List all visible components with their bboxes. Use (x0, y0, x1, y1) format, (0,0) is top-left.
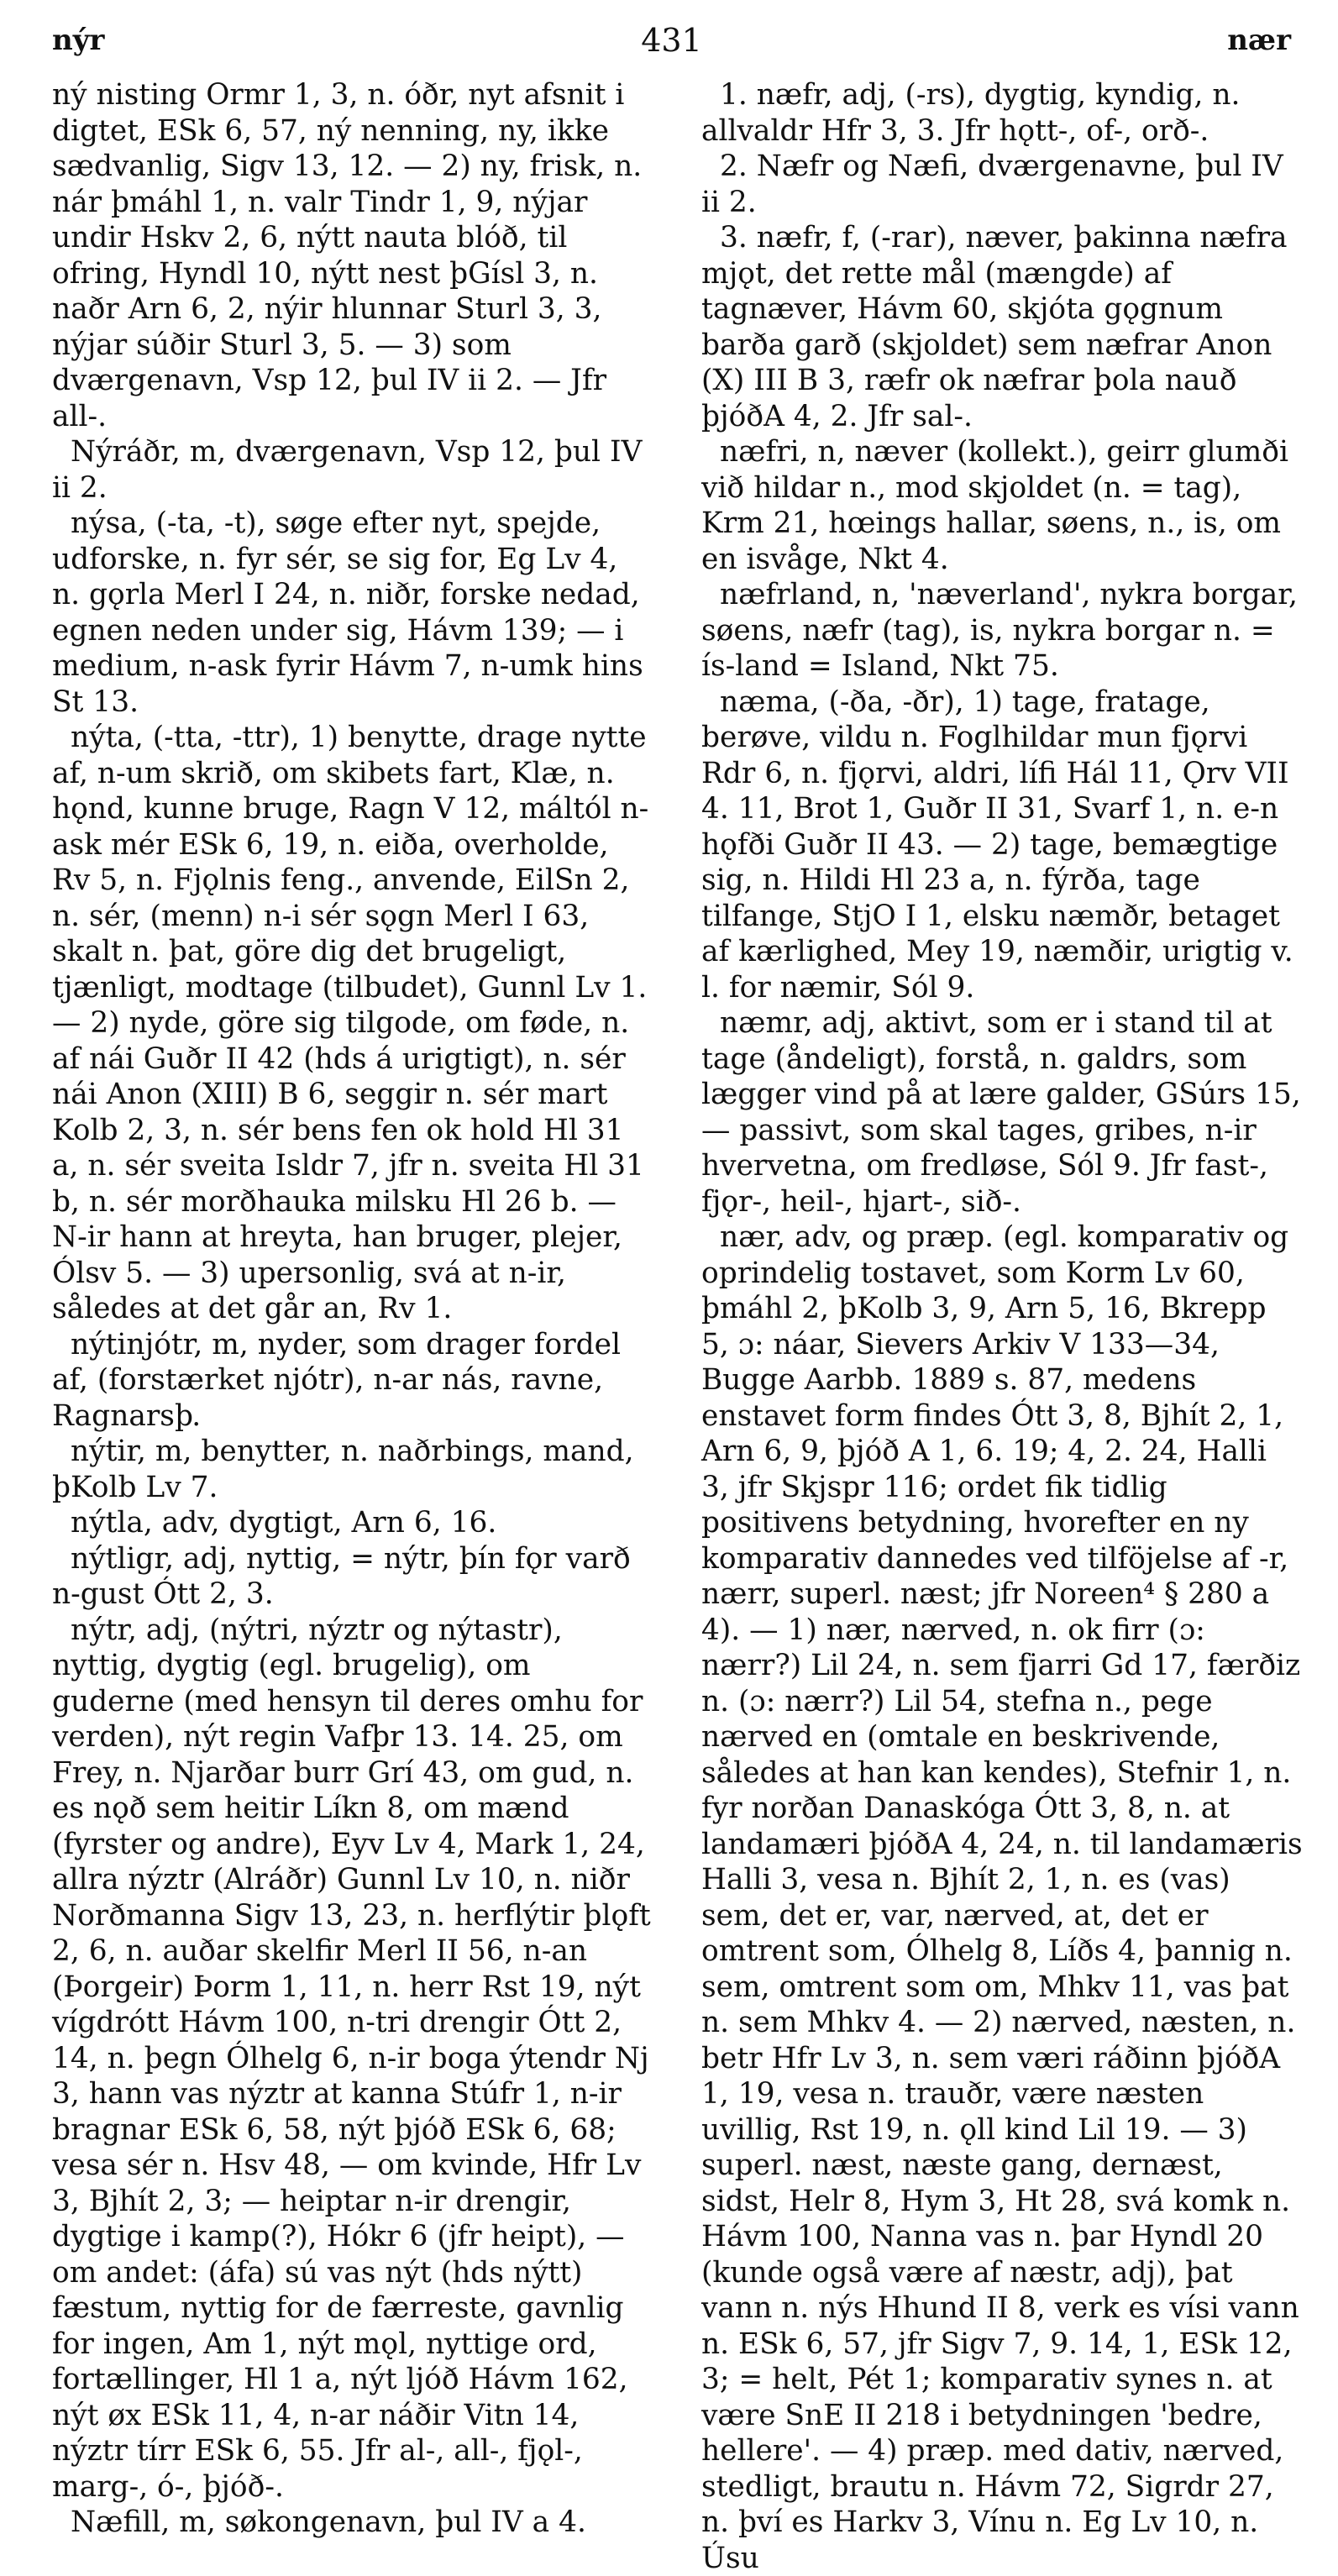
entry: 1. næfr, adj, (-rs), dygtig, kyndig, n. allvaldr Hfr 3, 3. Jfr hǫtt-, of-, orð-. (701, 78, 1241, 148)
right-column (701, 77, 1303, 2575)
entry: næfrland, n, 'næverland', nykra borgar, søens, næfr (tag), is, nykra borgar n. = ís-land = Island, Nkt 75. (701, 578, 1298, 683)
entry: ný nisting Ormr 1, 3, n. óðr, nyt afsnit i digtet, ESk 6, 57, ný nenning, ny, ikke sædvanlig, Sigv 13, 12. — 2) ny, frisk, n. nár þmáhl 1, n. valr Tindr 1, 9, nýjar undir Hskv 2, 6, nýtt nauta blóð, til ofring, Hyndl 10, nýtt nest þGísl 3, n. naðr Arn 6, 2, nýir hlunnar Sturl 3, 3, nýjar súðir Sturl 3, 5. — 3) som dværgenavn, Vsp 12, þul IV ii 2. — Jfr all-. (52, 78, 643, 433)
entry: nýtla, adv, dygtigt, Arn 6, 16. (71, 1506, 497, 1540)
entry: nær, adv, og præp. (egl. komparativ og oprindelig tostavet, som Korm Lv 60, þmáhl 2, þKolb 3, 9, Arn 5, 16, Bkrepp 5, ɔ: náar, Sievers Arkiv V 133—34, Bugge Aarbb. 1889 s. 87, medens enstavet form findes Ótt 3, 8, Bjhít 2, 1, Arn 6, 9, þjóð A 1, 6. 19; 4, 2. 24, Halli 3, jfr Skjspr 116; ordet fik tidlig positivens betydning, hvorefter en ny komparativ dannedes ved tilföjelse af -r, nærr, superl. næst; jfr Noreen⁴ § 280 a 4). — 1) nær, nærved, n. ok firr (ɔ: nærr?) Lil 24, n. sem fjarri Gd 17, færðiz n. (ɔ: nærr?) Lil 54, stefna n., pege nærved en (omtale en beskrivende, således at han kan kendes), Stefnir 1, n. fyr norðan Danaskóga Ótt 3, 8, n. at landamæri þjóðA 4, 24, n. til landamæris Halli 3, vesa n. Bjhít 2, 1, n. es (vas) sem, det er, var, nærved, at, det er omtrent som, Ólhelg 8, Líðs 4, þannig n. sem, omtrent som om, Mhkv 11, vas þat n. sem Mhkv 4. — 2) nærved, næsten, n. betr Hfr Lv 3, n. sem væri ráðinn þjóðA 1, 19, vesa n. trauðr, være næsten uvillig, Rst 19, n. ǫll kind Lil 19. — 3) superl. næst, næste gang, dernæst, sidst, Helr 8, Hym 3, Ht 28, svá komk n. Hávm 100, Nanna vas n. þar Hyndl 20 (kunde også være af næstr, adj), þat vann n. nýs Hhund II 8, verk es vísi vann n. ESk 6, 57, jfr Sigv 7, 9. 14, 1, ESk 12, 3; = helt, Pét 1; komparativ synes n. at være SnE II 218 i betydningen 'bedre, hellere'. — 4) præp. med dativ, nærved, stedligt, brautu n. Hávm 72, Sigrdr 27, n. því es Harkv 3, Vínu n. Eg Lv 10, n. Úsu (701, 1220, 1303, 2575)
entry: nýtinjótr, m, nyder, som drager fordel af, (forstærket njótr), n-ar nás, ravne, Ragnarsþ. (52, 1327, 622, 1433)
page-number: 431 (641, 22, 702, 59)
entry: nýtligr, adj, nyttig, = nýtr, þín fǫr varð n-gust Ótt 2, 3. (52, 1541, 631, 1611)
entry: næmr, adj, aktivt, som er i stand til at tage (åndeligt), forstå, n. galdrs, som lægger vind på at lære galder, GSúrs 15, — passivt, som skal tages, gribes, n-ir hvervetna, om fredløse, Sól 9. Jfr fast-, fjǫr-, heil-, hjart-, sið-. (701, 1006, 1301, 1219)
left-running-headword: nýr (52, 24, 105, 57)
entry: 3. næfr, f, (-rar), næver, þakinna næfra mjǫt, det rette mål (mængde) af tagnæver, Hávm 60, skjóta gǫgnum barða garð (skjoldet) sem næfrar Anon (X) III B 3, ræfr ok næfrar þola nauð þjóðA 4, 2. Jfr sal-. (701, 221, 1288, 433)
entry: nýtir, m, benytter, n. naðrbings, mand, þKolb Lv 7. (52, 1435, 634, 1504)
entry: næfri, n, næver (kollekt.), geirr glumði við hildar n., mod skjoldet (n. = tag), Krm 21, hœings hallar, søens, n., is, om en isvåge, Nkt 4. (701, 435, 1288, 576)
entry: Næfill, m, søkongenavn, þul IV a 4. (71, 2505, 586, 2539)
right-running-headword: nær (1227, 24, 1291, 57)
entry: nýtr, adj, (nýtri, nýztr og nýtastr), nyttig, dygtig (egl. brugelig), om guderne (med hensyn til deres omhu for verden), nýt regin Vafþr 13. 14. 25, om Frey, n. Njarðar burr Grí 43, om gud, n. es nǫð sem heitir Líkn 8, om mænd (fyrster og andre), Eyv Lv 4, Mark 1, 24, allra nýztr (Alráðr) Gunnl Lv 10, n. niðr Norðmanna Sigv 13, 23, n. herflýtir þlǫft 2, 6, n. auðar skelfir Merl II 56, n-an (Þorgeir) Þorm 1, 11, n. herr Rst 19, nýt vígdrótt Hávm 100, n-tri drengir Ótt 2, 14, n. þegn Ólhelg 6, n-ir boga ýtendr Nj 3, hann vas nýztr at kanna Stúfr 1, n-ir bragnar ESk 6, 58, nýt þjóð ESk 6, 68; vesa sér n. Hsv 48, — om kvinde, Hfr Lv 3, Bjhít 2, 3; — heiptar n-ir drengir, dygtige i kamp(?), Hókr 6 (jfr heipt), — om andet: (áfa) sú vas nýt (hds nýtt) fæstum, nyttig for de færreste, gavnlig for ingen, Am 1, nýt mǫl, nyttige ord, fortællinger, Hl 1 a, nýt ljóð Hávm 162, nýt øx ESk 11, 4, n-ar náðir Vitn 14, nýztr tírr ESk 6, 55. Jfr al-, all-, fjǫl-, marg-, ó-, þjóð-. (52, 1613, 651, 2504)
left-column (52, 77, 653, 2539)
entry: nýsa, (-ta, -t), søge efter nyt, spejde, udforske, n. fyr sér, se sig for, Eg Lv 4, n. gǫrla Merl I 24, n. niðr, forske nedad, egnen neden under sig, Hávm 139; — i medium, n-ask fyrir Hávm 7, n-umk hins St 13. (52, 506, 643, 719)
entry: Nýráðr, m, dværgenavn, Vsp 12, þul IV ii 2. (52, 435, 643, 505)
entry: nýta, (-tta, -ttr), 1) benytte, drage nytte af, n-um skrið, om skibets fart, Klæ, n. hǫnd, kunne bruge, Ragn V 12, máltól n-ask mér ESk 6, 19, n. eiða, overholde, Rv 5, n. Fjǫlnis feng., anvende, EilSn 2, n. sér, (menn) n-i sér sǫgn Merl I 63, skalt n. þat, göre dig det brugeligt, tjænligt, modtage (tilbudet), Gunnl Lv 1. — 2) nyde, göre sig tilgode, om føde, n. af nái Guðr II 42 (hds á urigtigt), n. sér nái Anon (XIII) B 6, seggir n. sér mart Kolb 2, 3, n. sér bens fen ok hold Hl 31 a, n. sér sveita Isldr 7, jfr n. sveita Hl 31 b, n. sér morðhauka milsku Hl 26 b. — N-ir hann at hreyta, han bruger, plejer, Ólsv 5. — 3) upersonlig, svá at n-ir, således at det går an, Rv 1. (52, 721, 649, 1325)
page-header (52, 15, 1291, 66)
entry: 2. Næfr og Næfi, dværgenavne, þul IV ii 2. (701, 150, 1283, 219)
entry: næma, (-ða, -ðr), 1) tage, fratage, berøve, vildu n. Foglhildar mun fjǫrvi Rdr 6, n. fjǫrvi, aldri, lífi Hál 11, Ǫrv VII 4. 11, Brot 1, Guðr II 31, Svarf 1, n. e-n hǫfði Guðr II 43. — 2) tage, bemægtige sig, n. Hildi Hl 23 a, n. fýrða, tage tilfange, StjO I 1, elsku næmðr, betaget af kærlighed, Mey 19, næmðir, urigtig v. l. for næmir, Sól 9. (701, 685, 1293, 1005)
